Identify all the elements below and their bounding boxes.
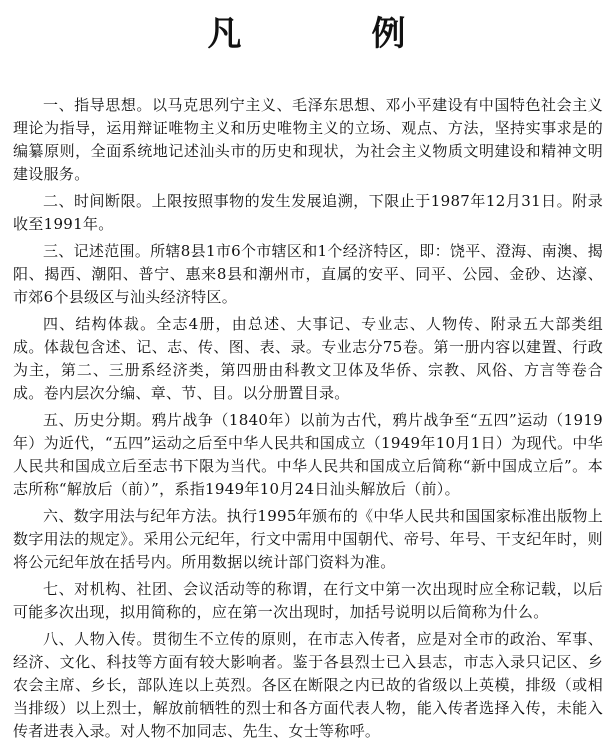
- guideline-paragraph-7: 七、对机构、社团、会议活动等的称谓，在行文中第一次出现时应全称记载，以后可能多次出现，拟用简称的，应在第一次出现时，加括号说明以后简称为什么。: [13, 580, 603, 621]
- guideline-paragraph-6: 六、数字用法与纪年方法。执行1995年颁布的《中华人民共和国国家标准出版物上数字用法的规定》。采用公元纪年，行文中需用中国朝代、帝号、年号、干支纪年时，则将公元纪年放在括号内。所用数据以统计部门资料为准。: [13, 507, 603, 571]
- guidelines-body: [13, 94, 603, 747]
- guideline-paragraph-8: 八、人物入传。贯彻生不立传的原则，在市志入传者，应是对全市的政治、军事、经济、文化、科技等方面有较大影响者。鉴于各县烈士已入县志，市志入录只记区、乡农会主席、乡长，部队连以上英烈。各区在断限之内已故的省级以上英模，排级（或相当排级）以上烈士，解放前牺牲的烈士和各方面代表人物，能入传者选择入传，未能入传者进表入录。对人物不加同志、先生、女士等称呼。: [13, 630, 603, 740]
- guideline-paragraph-1: 一、指导思想。以马克思列宁主义、毛泽东思想、邓小平建设有中国特色社会主义理论为指导，运用辩证唯物主义和历史唯物主义的立场、观点、方法，坚持实事求是的编纂原则，全面系统地记述汕头市的历史和现状，为社会主义物质文明建设和精神文明建设服务。: [13, 96, 603, 183]
- guideline-paragraph-4: 四、结构体裁。全志4册，由总述、大事记、专业志、人物传、附录五大部类组成。体裁包含述、记、志、传、图、表、录。专业志分75卷。第一册内容以建置、行政为主，第二、三册系经济类，第四册由科教文卫体及华侨、宗教、风俗、方言等卷合成。卷内层次分编、章、节、目。以分册置目录。: [13, 315, 603, 402]
- guideline-paragraph-5: 五、历史分期。鸦片战争（1840年）以前为古代，鸦片战争至“五四”运动（1919年）为近代，“五四”运动之后至中华人民共和国成立（1949年10月1日）为现代。中华人民共和国成立后至志书下限为当代。中华人民共和国成立后简称“新中国成立后”。本志所称“解放后（前）”，系指1949年10月24日汕头解放后（前）。: [13, 411, 603, 498]
- guideline-paragraph-2: 二、时间断限。上限按照事物的发生发展追溯，下限止于1987年12月31日。附录收至1991年。: [13, 192, 603, 233]
- page-title: 凡 例: [207, 14, 454, 54]
- guideline-paragraph-3: 三、记述范围。所辖8县1市6个市辖区和1个经济特区，即：饶平、澄海、南澳、揭阳、揭西、潮阳、普宁、惠来8县和潮州市，直属的安平、同平、公园、金砂、达濠、市郊6个县级区与汕头经济特区。: [13, 242, 603, 306]
